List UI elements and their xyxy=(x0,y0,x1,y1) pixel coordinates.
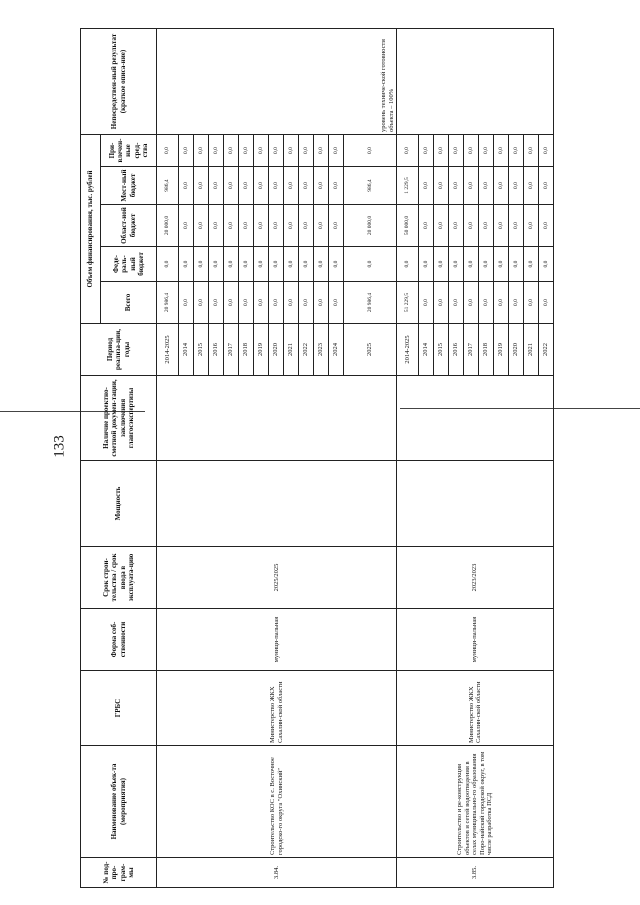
table-row xyxy=(157,29,179,888)
cell-total: 0,0 xyxy=(194,282,209,324)
cell-total: 0,0 xyxy=(284,282,299,324)
cell-other: 0,0 xyxy=(157,135,179,167)
cell-other: 0,0 xyxy=(344,135,397,167)
block-result: уровень техниче-ской готовности объекта – 100% xyxy=(157,29,397,135)
header-other: При-влечен-ные сред-ства xyxy=(101,135,157,167)
cell-federal: 0,0 xyxy=(539,247,554,282)
cell-total: 0,0 xyxy=(254,282,269,324)
cell-regional: 0,0 xyxy=(299,205,314,247)
cell-local: 0,0 xyxy=(239,167,254,205)
cell-total: 0,0 xyxy=(524,282,539,324)
cell-federal: 0,0 xyxy=(329,247,344,282)
cell-regional: 0,0 xyxy=(464,205,479,247)
cell-local: 0,0 xyxy=(269,167,284,205)
cell-regional: 0,0 xyxy=(509,205,524,247)
cell-year: 2020 xyxy=(269,324,284,376)
cell-local: 0,0 xyxy=(464,167,479,205)
cell-local: 0,0 xyxy=(254,167,269,205)
cell-federal: 0,0 xyxy=(269,247,284,282)
cell-local: 0,0 xyxy=(419,167,434,205)
cell-year: 2019 xyxy=(494,324,509,376)
cell-year: 2016 xyxy=(449,324,464,376)
cell-other: 0,0 xyxy=(419,135,434,167)
header-period: Период реализа-ции, годы xyxy=(81,324,157,376)
block-docs xyxy=(397,376,554,461)
cell-local: 1 229,5 xyxy=(397,167,419,205)
cell-local: 0,0 xyxy=(509,167,524,205)
cell-other: 0,0 xyxy=(284,135,299,167)
cell-federal: 0,0 xyxy=(494,247,509,282)
cell-local: 0,0 xyxy=(284,167,299,205)
cell-total: 20 986,4 xyxy=(157,282,179,324)
cell-other: 0,0 xyxy=(254,135,269,167)
cell-total: 0,0 xyxy=(179,282,194,324)
cell-regional: 0,0 xyxy=(314,205,329,247)
header-regional: Област-ной бюджет xyxy=(101,205,157,247)
cell-local: 0,0 xyxy=(449,167,464,205)
funding-table xyxy=(80,28,554,888)
block-ownership: муници-пальная xyxy=(397,609,554,671)
cell-year: 2025 xyxy=(344,324,397,376)
cell-federal: 0,0 xyxy=(464,247,479,282)
cell-year: 2014 xyxy=(419,324,434,376)
cell-year: 2017 xyxy=(464,324,479,376)
header-docs: Наличие проектно-сметной докумен-тации, заключения главгосэкспертизы xyxy=(81,376,157,461)
cell-local: 0,0 xyxy=(209,167,224,205)
page-number: 133 xyxy=(51,435,68,458)
cell-other: 0,0 xyxy=(299,135,314,167)
cell-total: 20 986,4 xyxy=(344,282,397,324)
rotated-table-container xyxy=(80,28,625,888)
cell-federal: 0,0 xyxy=(449,247,464,282)
cell-regional: 0,0 xyxy=(329,205,344,247)
cell-other: 0,0 xyxy=(239,135,254,167)
cell-total: 0,0 xyxy=(239,282,254,324)
cell-year: 2017 xyxy=(224,324,239,376)
header-grbs: ГРБС xyxy=(81,671,157,746)
cell-federal: 0,0 xyxy=(524,247,539,282)
cell-other: 0,0 xyxy=(329,135,344,167)
cell-local: 0,0 xyxy=(314,167,329,205)
cell-federal: 0,0 xyxy=(239,247,254,282)
table-row xyxy=(397,29,419,888)
cell-regional: 0,0 xyxy=(434,205,449,247)
cell-year: 2024 xyxy=(329,324,344,376)
cell-federal: 0,0 xyxy=(509,247,524,282)
cell-total: 0,0 xyxy=(434,282,449,324)
cell-regional: 0,0 xyxy=(254,205,269,247)
cell-federal: 0,0 xyxy=(419,247,434,282)
block-num: 3.84. xyxy=(157,858,397,888)
cell-regional: 0,0 xyxy=(479,205,494,247)
cell-local: 0,0 xyxy=(194,167,209,205)
cell-local: 0,0 xyxy=(179,167,194,205)
cell-regional: 0,0 xyxy=(539,205,554,247)
cell-total: 51 229,5 xyxy=(397,282,419,324)
cell-total: 0,0 xyxy=(464,282,479,324)
cell-federal: 0,0 xyxy=(194,247,209,282)
header-term: Срок строи-тельства / срок ввода в эксплуата-цию xyxy=(81,547,157,609)
cell-other: 0,0 xyxy=(494,135,509,167)
block-ownership: муници-пальная xyxy=(157,609,397,671)
cell-other: 0,0 xyxy=(524,135,539,167)
cell-local: 0,0 xyxy=(299,167,314,205)
cell-year: 2018 xyxy=(239,324,254,376)
cell-local: 986,4 xyxy=(344,167,397,205)
cell-regional: 0,0 xyxy=(419,205,434,247)
cell-year: 2022 xyxy=(539,324,554,376)
cell-regional: 50 000,0 xyxy=(397,205,419,247)
cell-year: 2015 xyxy=(434,324,449,376)
cell-total: 0,0 xyxy=(314,282,329,324)
cell-federal: 0,0 xyxy=(284,247,299,282)
cell-regional: 20 000,0 xyxy=(344,205,397,247)
cell-total: 0,0 xyxy=(224,282,239,324)
cell-other: 0,0 xyxy=(224,135,239,167)
header-total: Всего xyxy=(101,282,157,324)
block-num: 3.85. xyxy=(397,858,554,888)
block-capacity xyxy=(157,461,397,547)
cell-other: 0,0 xyxy=(269,135,284,167)
cell-year: 2018 xyxy=(479,324,494,376)
cell-total: 0,0 xyxy=(269,282,284,324)
cell-local: 0,0 xyxy=(329,167,344,205)
cell-other: 0,0 xyxy=(539,135,554,167)
cell-federal: 0,0 xyxy=(179,247,194,282)
cell-year: 2021 xyxy=(284,324,299,376)
cell-local: 986,4 xyxy=(157,167,179,205)
block-name: Строительство и ре-конструкция объектов и сетей водоотведения в селах муниципально-го образования Поро-найский городской округ, в том числе разработка ПСД xyxy=(397,746,554,858)
header-ownership: Форма соб-ственности xyxy=(81,609,157,671)
block-name: Строительство КОС в с. Восточное городско-го округа "Охинский" xyxy=(157,746,397,858)
cell-regional: 20 000,0 xyxy=(157,205,179,247)
cell-federal: 0,0 xyxy=(344,247,397,282)
block-term: 2023/2023 xyxy=(397,547,554,609)
cell-local: 0,0 xyxy=(524,167,539,205)
cell-year: 2014-2025 xyxy=(397,324,419,376)
cell-other: 0,0 xyxy=(479,135,494,167)
header-federal: Феде-раль-ный бюджет xyxy=(101,247,157,282)
block-result xyxy=(397,29,554,135)
block-grbs: Министерство ЖКХ Сахалин-ской области xyxy=(157,671,397,746)
cell-other: 0,0 xyxy=(179,135,194,167)
cell-federal: 0,0 xyxy=(397,247,419,282)
cell-year: 2015 xyxy=(194,324,209,376)
cell-total: 0,0 xyxy=(449,282,464,324)
cell-year: 2019 xyxy=(254,324,269,376)
cell-year: 2014 xyxy=(179,324,194,376)
cell-regional: 0,0 xyxy=(209,205,224,247)
cell-local: 0,0 xyxy=(539,167,554,205)
cell-federal: 0,0 xyxy=(224,247,239,282)
cell-regional: 0,0 xyxy=(224,205,239,247)
cell-total: 0,0 xyxy=(539,282,554,324)
header-funding-group: Объем финансирования, тыс. рублей xyxy=(81,135,101,324)
cell-regional: 0,0 xyxy=(284,205,299,247)
cell-year: 2023 xyxy=(314,324,329,376)
header-name: Наименование объек-та (мероприятия) xyxy=(81,746,157,858)
cell-other: 0,0 xyxy=(449,135,464,167)
cell-local: 0,0 xyxy=(479,167,494,205)
cell-regional: 0,0 xyxy=(194,205,209,247)
cell-other: 0,0 xyxy=(209,135,224,167)
cell-regional: 0,0 xyxy=(239,205,254,247)
cell-federal: 0,0 xyxy=(157,247,179,282)
block-docs xyxy=(157,376,397,461)
cell-year: 2020 xyxy=(509,324,524,376)
block-capacity xyxy=(397,461,554,547)
cell-local: 0,0 xyxy=(494,167,509,205)
cell-federal: 0,0 xyxy=(434,247,449,282)
cell-regional: 0,0 xyxy=(449,205,464,247)
cell-total: 0,0 xyxy=(329,282,344,324)
header-capacity: Мощность xyxy=(81,461,157,547)
cell-federal: 0,0 xyxy=(254,247,269,282)
cell-total: 0,0 xyxy=(509,282,524,324)
cell-regional: 0,0 xyxy=(269,205,284,247)
cell-year: 2014-2025 xyxy=(157,324,179,376)
header-local: Мест-ный бюджет xyxy=(101,167,157,205)
cell-federal: 0,0 xyxy=(209,247,224,282)
cell-total: 0,0 xyxy=(209,282,224,324)
cell-federal: 0,0 xyxy=(314,247,329,282)
cell-local: 0,0 xyxy=(434,167,449,205)
cell-regional: 0,0 xyxy=(179,205,194,247)
cell-year: 2016 xyxy=(209,324,224,376)
cell-total: 0,0 xyxy=(299,282,314,324)
cell-other: 0,0 xyxy=(464,135,479,167)
block-grbs: Министерство ЖКХ Сахалин-ской области xyxy=(397,671,554,746)
cell-year: 2021 xyxy=(524,324,539,376)
cell-other: 0,0 xyxy=(509,135,524,167)
cell-other: 0,0 xyxy=(314,135,329,167)
cell-regional: 0,0 xyxy=(494,205,509,247)
cell-total: 0,0 xyxy=(479,282,494,324)
cell-total: 0,0 xyxy=(494,282,509,324)
cell-year: 2022 xyxy=(299,324,314,376)
block-term: 2025/2025 xyxy=(157,547,397,609)
cell-other: 0,0 xyxy=(434,135,449,167)
cell-total: 0,0 xyxy=(419,282,434,324)
table-body xyxy=(157,29,554,888)
header-result: Непосредствен-ный результат (краткое описа-ние) xyxy=(81,29,157,135)
header-num: № под-про-грам-мы xyxy=(81,858,157,888)
cell-federal: 0,0 xyxy=(479,247,494,282)
cell-regional: 0,0 xyxy=(524,205,539,247)
cell-federal: 0,0 xyxy=(299,247,314,282)
cell-other: 0,0 xyxy=(397,135,419,167)
cell-local: 0,0 xyxy=(224,167,239,205)
cell-other: 0,0 xyxy=(194,135,209,167)
